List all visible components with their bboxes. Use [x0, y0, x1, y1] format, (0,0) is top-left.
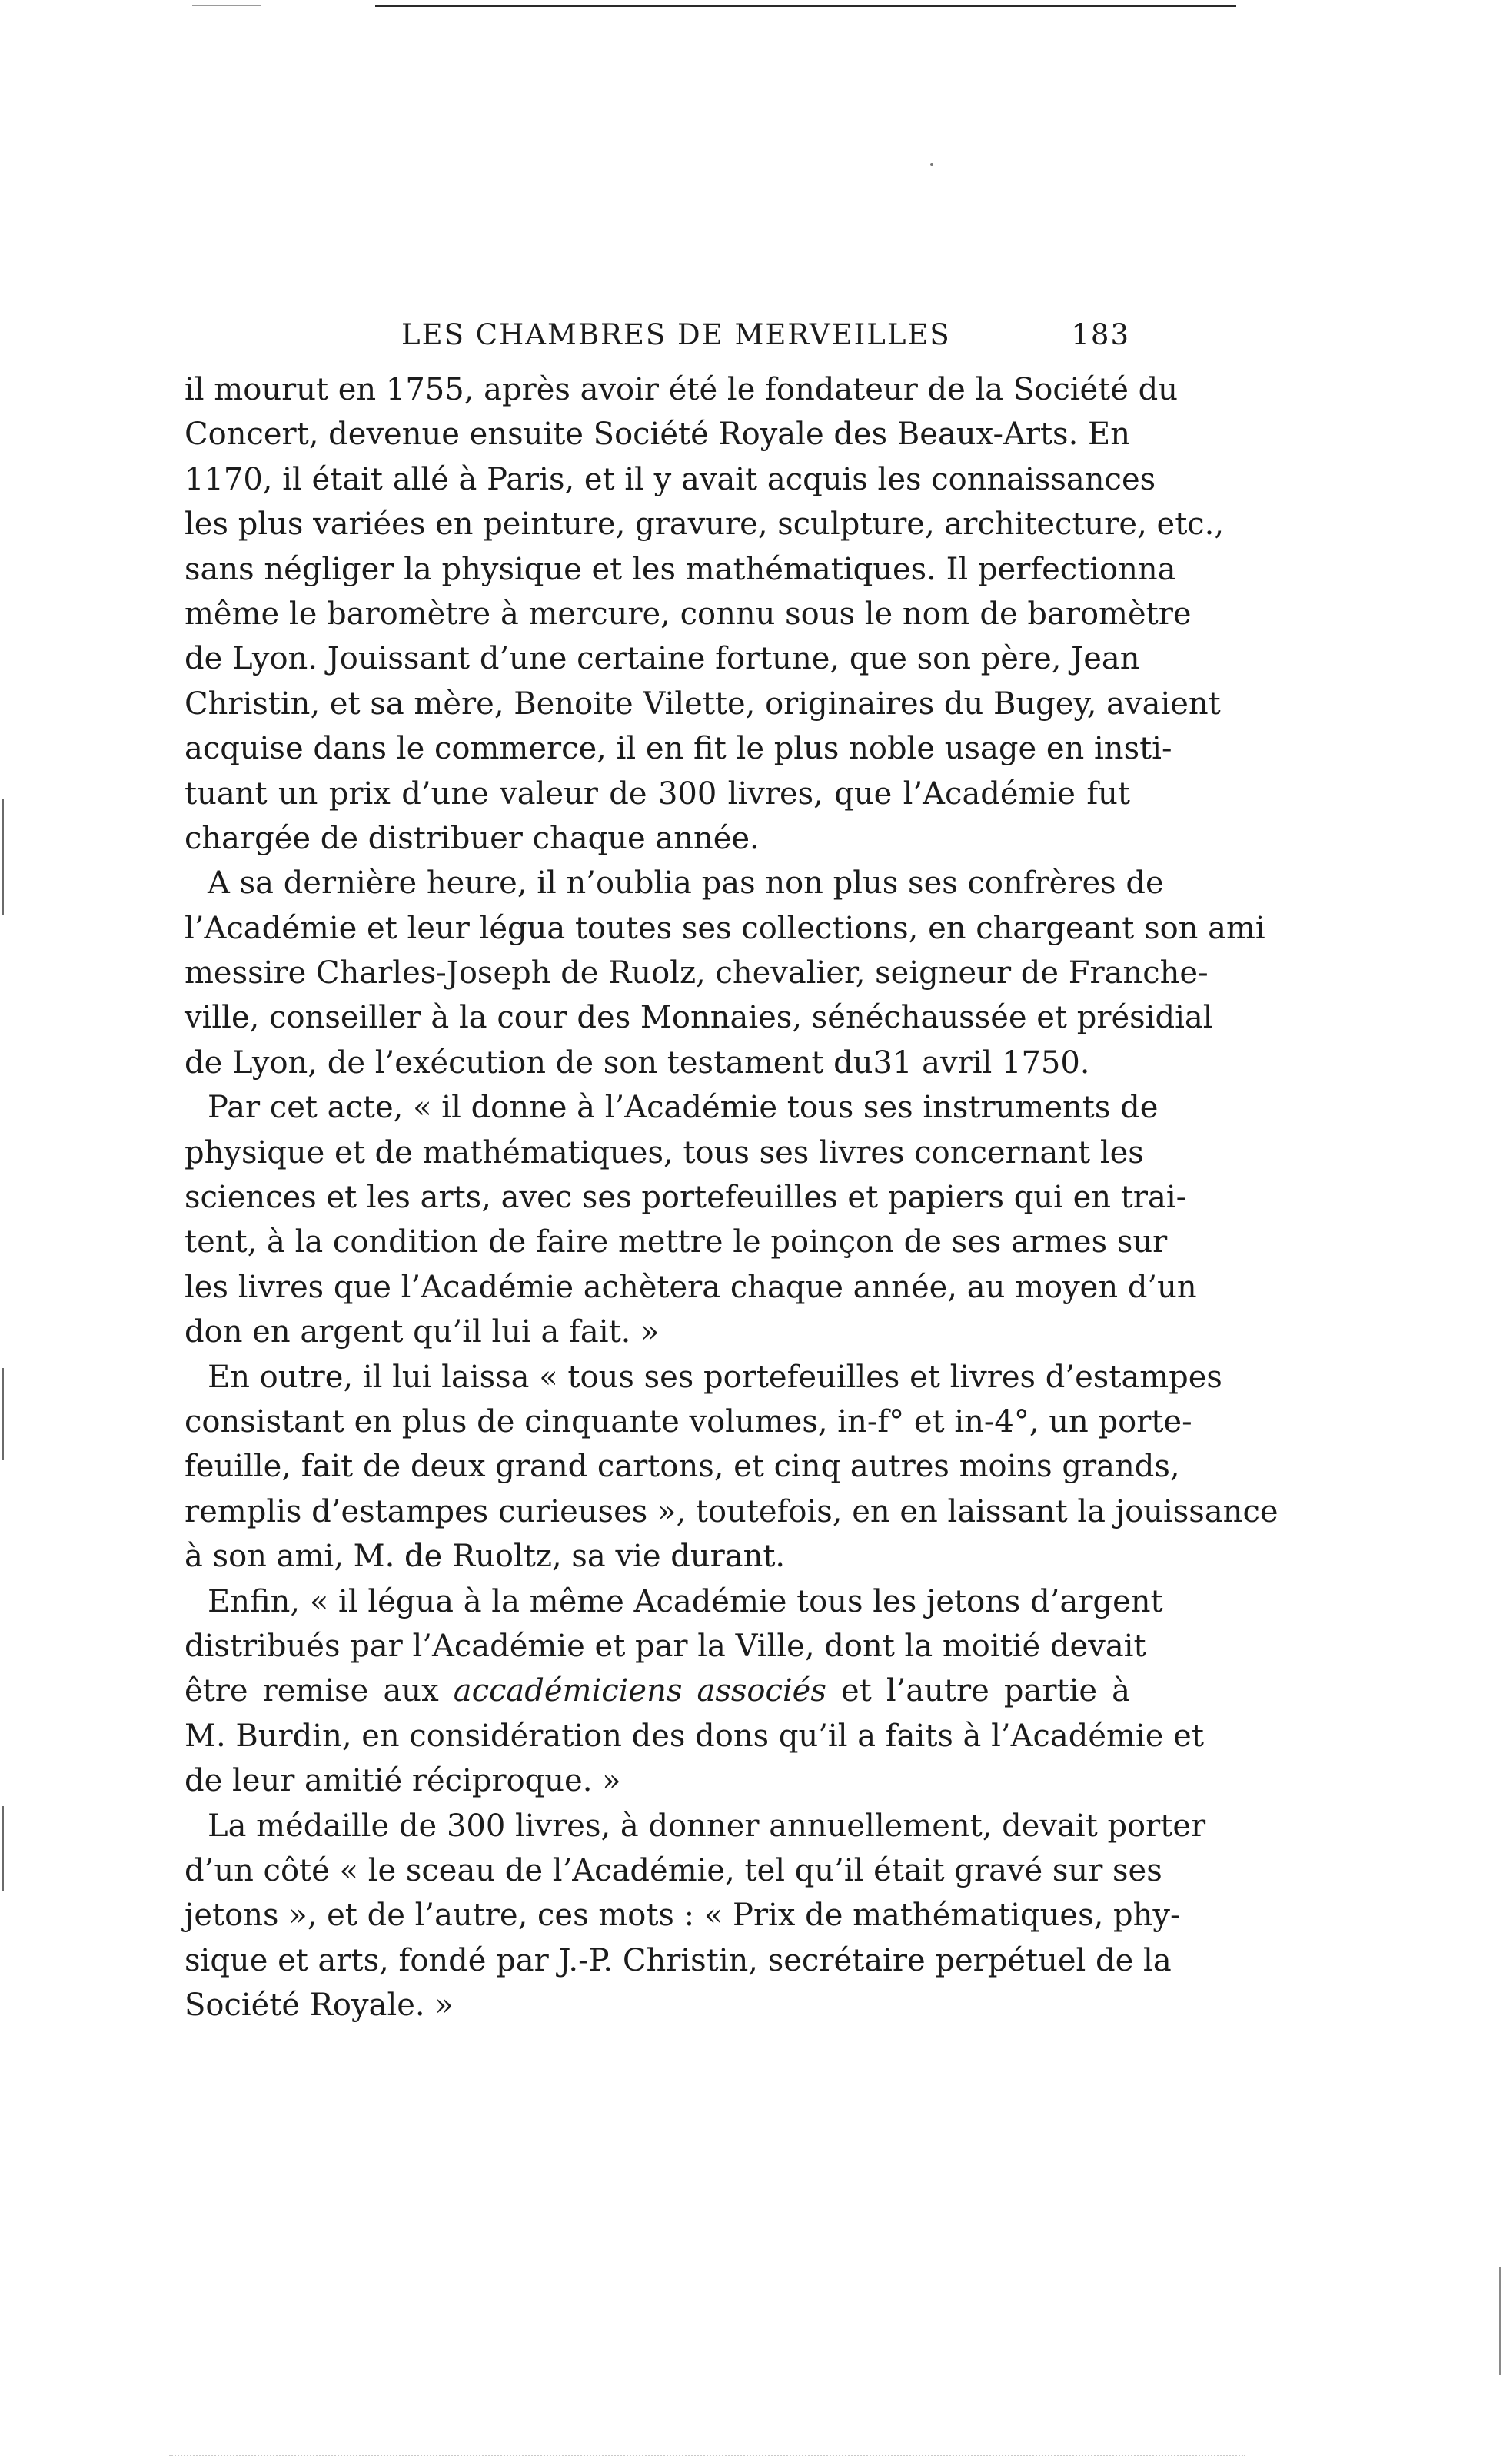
text-line: les plus variées en peinture, gravure, sculpture, architecture, etc.,	[185, 506, 1225, 543]
text-line: consistant en plus de cinquante volumes, in-f° et in-4°, un porte-	[185, 1403, 1192, 1440]
scan-margin-mark	[1499, 2267, 1501, 2375]
text-line: Enfin, « il légua à la même Académie tous les jetons d’argent	[208, 1583, 1163, 1619]
scan-margin-mark	[2, 1368, 4, 1460]
text-line: La médaille de 300 livres, à donner annuellement, devait porter	[208, 1808, 1206, 1844]
text-line: En outre, il lui laissa « tous ses portefeuilles et livres d’estampes	[208, 1359, 1222, 1395]
text-line: M. Burdin, en considération des dons qu’il a faits à l’Académie et	[185, 1718, 1204, 1754]
text-line: acquise dans le commerce, il en fit le plus noble usage en insti-	[185, 731, 1172, 767]
text-line: être remise aux accadémiciens associés et l’autre partie à	[185, 1673, 1130, 1709]
text-line: don en argent qu’il lui a fait. »	[185, 1314, 660, 1350]
scan-margin-mark	[2, 1806, 4, 1891]
text-line: Concert, devenue ensuite Société Royale des Beaux-Arts. En	[185, 417, 1130, 453]
text-line: sans négliger la physique et les mathématiques. Il perfectionna	[185, 551, 1176, 587]
text-line: sique et arts, fondé par J.-P. Christin, secrétaire perpétuel de la	[185, 1942, 1172, 1978]
text-line: l’Académie et leur légua toutes ses collections, en chargeant son ami	[185, 910, 1265, 946]
text-line: tuant un prix d’une valeur de 300 livres, que l’Académie fut	[185, 775, 1130, 812]
text-line: Par cet acte, « il donne à l’Académie tous ses instruments de	[208, 1090, 1159, 1126]
page-number: 183	[1071, 318, 1130, 351]
text-line: chargée de distribuer chaque année.	[185, 820, 760, 856]
text-line: même le baromètre à mercure, connu sous le nom de baromètre	[185, 596, 1192, 632]
text-line: remplis d’estampes curieuses », toutefois, en en laissant la jouissance	[185, 1493, 1279, 1529]
scan-speck	[930, 163, 933, 166]
scan-bottom-edge	[169, 2455, 1245, 2458]
text-line: Société Royale. »	[185, 1987, 454, 2024]
text-line: il mourut en 1755, après avoir été le fondateur de la Société du	[185, 372, 1179, 407]
text-line: feuille, fait de deux grand cartons, et cinq autres moins grands,	[185, 1449, 1180, 1485]
text-line: de Lyon, de l’exécution de son testament du31 avril 1750.	[185, 1044, 1090, 1081]
text-line: Christin, et sa mère, Benoite Vilette, originaires du Bugey, avaient	[185, 686, 1221, 722]
text-line: de Lyon. Jouissant d’une certaine fortune, que son père, Jean	[185, 641, 1140, 677]
text-line: physique et de mathématiques, tous ses livres concernant les	[185, 1134, 1144, 1171]
text-line: 1170, il était allé à Paris, et il y avait acquis les connaissances	[185, 461, 1156, 497]
page-header	[185, 318, 1130, 355]
text-line: de leur amitié réciproque. »	[185, 1763, 621, 1799]
scan-margin-mark	[2, 799, 4, 915]
scan-edge-mark	[192, 5, 261, 6]
text-line: sciences et les arts, avec ses portefeuilles et papiers qui en trai-	[185, 1180, 1187, 1216]
text-line: les livres que l’Académie achètera chaque année, au moyen d’un	[185, 1269, 1197, 1305]
text-line: jetons », et de l’autre, ces mots : « Prix de mathématiques, phy-	[185, 1898, 1181, 1934]
text-line: distribués par l’Académie et par la Ville, dont la moitié devait	[185, 1628, 1146, 1664]
text-line: A sa dernière heure, il n’oublia pas non plus ses confrères de	[208, 865, 1164, 902]
text-line: d’un côté « le sceau de l’Académie, tel qu’il était gravé sur ses	[185, 1852, 1162, 1888]
text-line: à son ami, M. de Ruoltz, sa vie durant.	[185, 1539, 786, 1575]
top-rule	[375, 5, 1236, 7]
text-line: ville, conseiller à la cour des Monnaies, sénéchaussée et présidial	[185, 1000, 1213, 1036]
italic-phrase: accadémiciens associés	[453, 1673, 826, 1709]
text-line: tent, à la condition de faire mettre le poinçon de ses armes sur	[185, 1224, 1168, 1260]
text-line: messire Charles-Joseph de Ruolz, chevalier, seigneur de Franche-	[185, 955, 1209, 991]
body-text	[185, 367, 1279, 2027]
running-title: LES CHAMBRES DE MERVEILLES	[401, 318, 951, 351]
